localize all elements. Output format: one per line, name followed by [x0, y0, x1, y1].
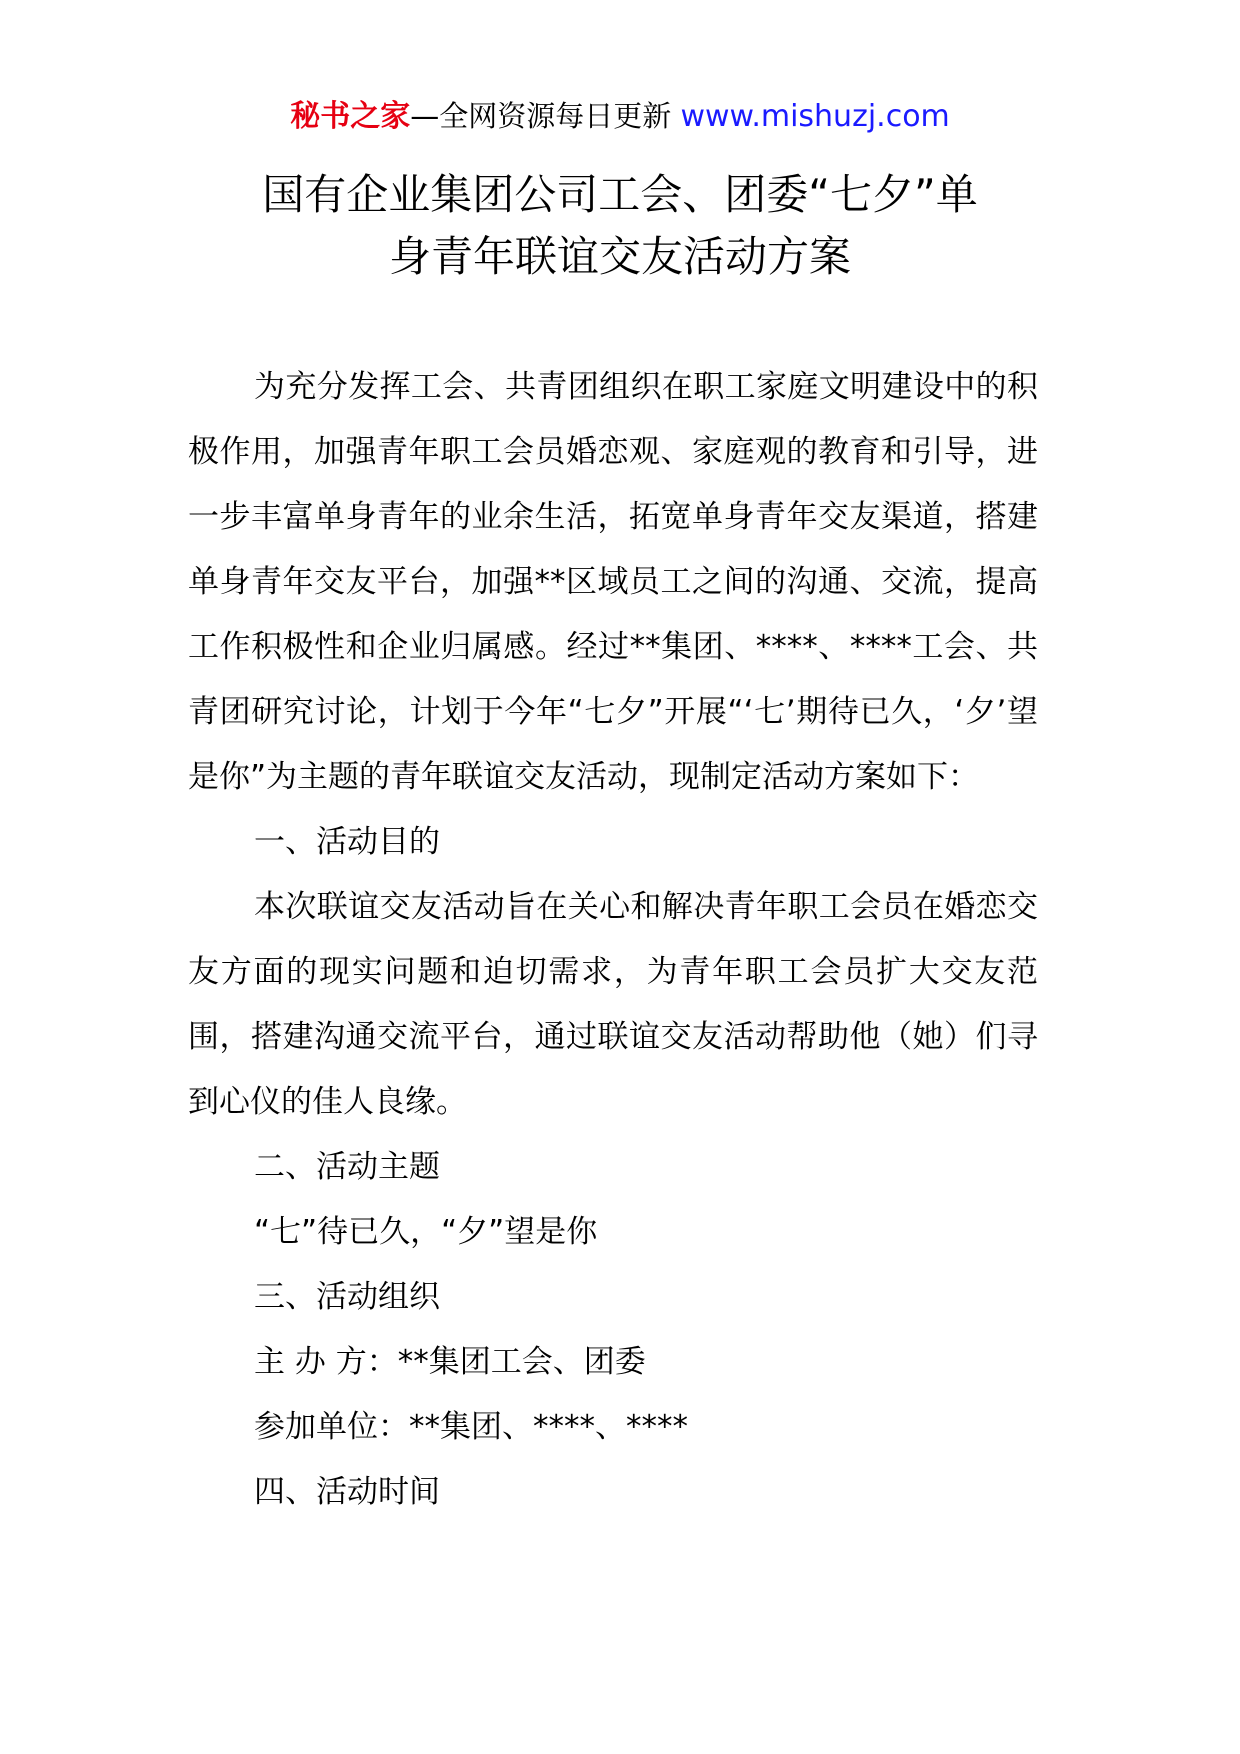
document-title: [0, 164, 1240, 288]
participants-line: 参加单位：**集团、****、****: [254, 1409, 688, 1445]
purpose-paragraph: 本次联谊交友活动旨在关心和解决青年职工会员在婚恋交友方面的现实问题和迫切需求，为青年职工会员扩大交友范围，搭建沟通交流平台，通过联谊交友活动帮助他（她）们寻到心仪的佳人良缘。: [188, 889, 1038, 1120]
intro-paragraph: 为充分发挥工会、共青团组织在职工家庭文明建设中的积极作用，加强青年职工会员婚恋观、家庭观的教育和引导，进一步丰富单身青年的业余生活，拓宽单身青年交友渠道，搭建单身青年交友平台，加强**区域员工之间的沟通、交流，提高工作积极性和企业归属感。经过**集团、****、****工会、共青团研究讨论，计划于今年“七夕”开展“‘七’期待已久，‘夕’望是你”为主题的青年联谊交友活动，现制定活动方案如下：: [188, 369, 1038, 795]
section-heading-organization: 三、活动组织: [254, 1279, 440, 1315]
section-heading-time: 四、活动时间: [254, 1474, 440, 1510]
title-line-1: 国有企业集团公司工会、团委“七夕”单: [262, 170, 978, 219]
site-banner: [0, 98, 1240, 135]
banner-tagline: —全网资源每日更新: [410, 99, 672, 133]
site-url[interactable]: www.mishuzj.com: [680, 99, 950, 134]
document-body: [188, 355, 1038, 1525]
section-heading-theme: 二、活动主题: [254, 1149, 440, 1185]
title-line-2: 身青年联谊交友活动方案: [388, 232, 851, 281]
section-heading-purpose: 一、活动目的: [254, 824, 440, 860]
theme-text: “七”待已久，“夕”望是你: [254, 1214, 598, 1250]
organizer-line: 主 办 方：**集团工会、团委: [254, 1344, 646, 1380]
brand-name: 秘书之家: [290, 99, 411, 134]
